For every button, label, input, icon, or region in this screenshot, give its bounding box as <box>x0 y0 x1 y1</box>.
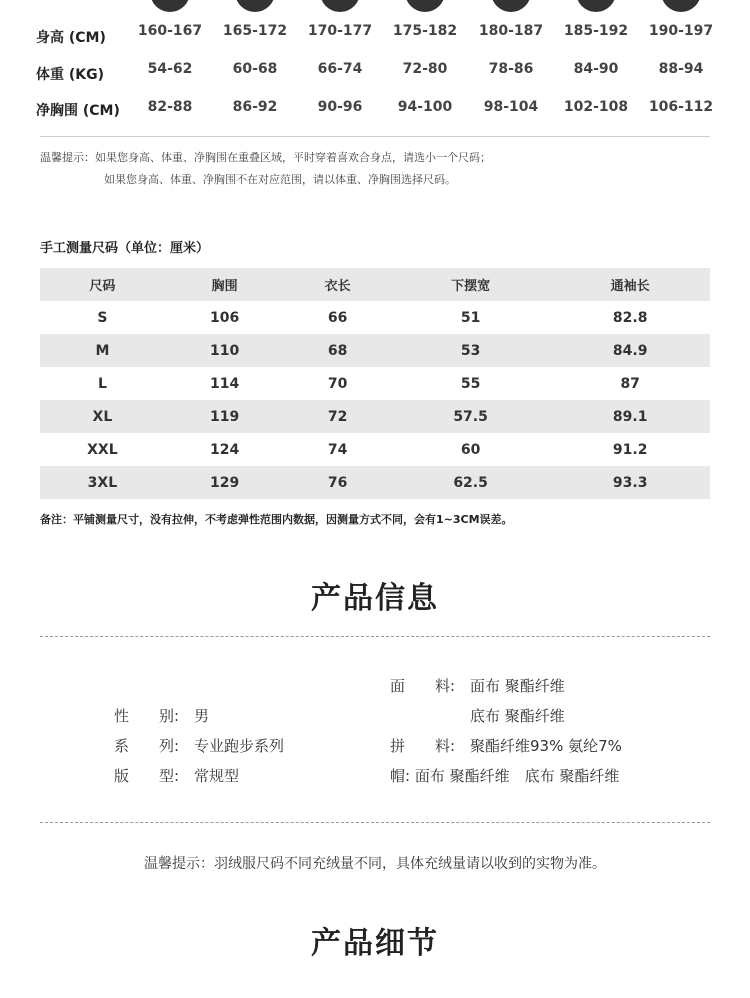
size-cell: 72-80 <box>402 61 448 77</box>
table-cell: 129 <box>209 474 240 491</box>
size-cell: 185-192 <box>563 23 629 39</box>
table-cell: 3XL <box>87 474 118 491</box>
table-cell: 84.9 <box>612 342 648 359</box>
size-circle <box>661 0 701 12</box>
gender-key: 性 别: <box>114 707 180 725</box>
table-cell: 72 <box>327 408 348 425</box>
hat-key: 帽: <box>390 767 411 785</box>
col-header: 衣长 <box>324 279 351 294</box>
size-circle <box>150 0 190 12</box>
table-cell: M <box>95 342 110 359</box>
dashed-divider <box>40 636 710 637</box>
size-cell: 86-92 <box>232 99 278 115</box>
series-value: 专业跑步系列 <box>194 737 285 755</box>
size-cell: 82-88 <box>147 99 193 115</box>
table-cell: 68 <box>327 342 348 359</box>
size-cell: 165-172 <box>222 23 288 39</box>
table-row <box>40 367 710 400</box>
series-row <box>114 735 284 756</box>
table-row <box>40 433 710 466</box>
product-info-title: 产品信息 <box>311 581 439 616</box>
table-cell: 93.3 <box>612 474 648 491</box>
size-tip-line2: 如果您身高、体重、净胸围不在对应范围，请以体重、净胸围选择尺码。 <box>104 173 456 186</box>
splice-row <box>390 735 622 756</box>
product-detail-title: 产品细节 <box>311 926 439 961</box>
table-cell: 70 <box>327 375 348 392</box>
fabric-value: 面布 聚酯纤维 <box>470 677 565 695</box>
dashed-divider <box>40 822 710 823</box>
measure-note: 备注：平铺测量尺寸，没有拉伸，不考虑弹性范围内数据，因测量方式不同，会有1~3CM误差。 <box>40 513 513 526</box>
table-cell: 82.8 <box>612 309 648 326</box>
col-header: 通袖长 <box>610 279 650 294</box>
table-header-row <box>40 268 710 301</box>
table-cell: XXL <box>87 441 118 458</box>
fabric-row <box>390 675 565 696</box>
down-tip: 温馨提示：羽绒服尺码不同充绒量不同，具体充绒量请以收到的实物为准。 <box>144 856 606 872</box>
table-cell: L <box>97 375 107 392</box>
size-cell: 175-182 <box>392 23 458 39</box>
size-cell: 88-94 <box>658 61 704 77</box>
gender-value: 男 <box>194 707 210 725</box>
size-cell: 102-108 <box>563 99 629 115</box>
splice-key: 拼 料: <box>390 737 456 755</box>
table-row <box>40 466 710 499</box>
col-header: 尺码 <box>89 279 116 294</box>
table-cell: 62.5 <box>453 474 488 491</box>
table-cell: 87 <box>620 375 640 392</box>
size-circle <box>491 0 531 12</box>
row-label-height: 身高 (CM) <box>36 30 106 46</box>
table-cell: 51 <box>460 309 481 326</box>
size-cell: 90-96 <box>317 99 363 115</box>
measure-table <box>40 268 710 499</box>
fabric-value-2: 底布 聚酯纤维 <box>470 707 565 725</box>
size-cell: 190-197 <box>648 23 714 39</box>
size-cell: 106-112 <box>648 99 714 115</box>
table-row <box>40 301 710 334</box>
divider <box>40 136 710 137</box>
table-cell: 110 <box>209 342 240 359</box>
table-cell: 57.5 <box>453 408 488 425</box>
table-cell: 60 <box>460 441 481 458</box>
size-tip-line1: 温馨提示：如果您身高、体重、净胸围在重叠区域，平时穿着喜欢合身点，请选小一个尺码； <box>40 151 491 164</box>
measure-title: 手工测量尺码（单位：厘米） <box>40 241 210 256</box>
size-cell: 78-86 <box>488 61 534 77</box>
table-cell: 106 <box>209 309 240 326</box>
col-header: 下摆宽 <box>451 279 491 294</box>
table-cell: 76 <box>327 474 348 491</box>
size-circle <box>320 0 360 12</box>
size-cell: 94-100 <box>397 99 453 115</box>
table-cell: 55 <box>460 375 481 392</box>
col-header: 胸围 <box>211 279 238 294</box>
size-circle <box>576 0 616 12</box>
fit-value: 常规型 <box>194 767 240 785</box>
fabric-key: 面 料: <box>390 677 456 695</box>
size-cell: 170-177 <box>307 23 373 39</box>
size-circle <box>235 0 275 12</box>
hat-value: 面布 聚酯纤维 底布 聚酯纤维 <box>414 767 620 785</box>
table-row <box>40 334 710 367</box>
size-cell: 180-187 <box>478 23 544 39</box>
fit-key: 版 型: <box>114 767 180 785</box>
table-cell: 119 <box>209 408 240 425</box>
row-label-chest: 净胸围 (CM) <box>36 103 120 119</box>
fit-row <box>114 765 239 786</box>
table-row <box>40 400 710 433</box>
size-cell: 60-68 <box>232 61 278 77</box>
table-cell: S <box>97 309 108 326</box>
table-cell: 124 <box>209 441 240 458</box>
row-label-weight: 体重 (KG) <box>36 67 105 83</box>
size-circle <box>405 0 445 12</box>
size-cell: 98-104 <box>483 99 539 115</box>
splice-value: 聚酯纤维93% 氨纶7% <box>470 737 622 755</box>
table-cell: 53 <box>460 342 481 359</box>
hat-row <box>390 765 619 786</box>
series-key: 系 列: <box>114 737 180 755</box>
gender-row <box>114 705 209 726</box>
size-cell: 54-62 <box>147 61 193 77</box>
table-cell: 114 <box>209 375 240 392</box>
size-cell: 84-90 <box>573 61 619 77</box>
size-cell: 160-167 <box>137 23 203 39</box>
table-cell: 66 <box>327 309 348 326</box>
table-cell: XL <box>92 408 113 425</box>
table-cell: 89.1 <box>612 408 648 425</box>
table-cell: 91.2 <box>612 441 648 458</box>
size-cell: 66-74 <box>317 61 363 77</box>
table-cell: 74 <box>327 441 348 458</box>
